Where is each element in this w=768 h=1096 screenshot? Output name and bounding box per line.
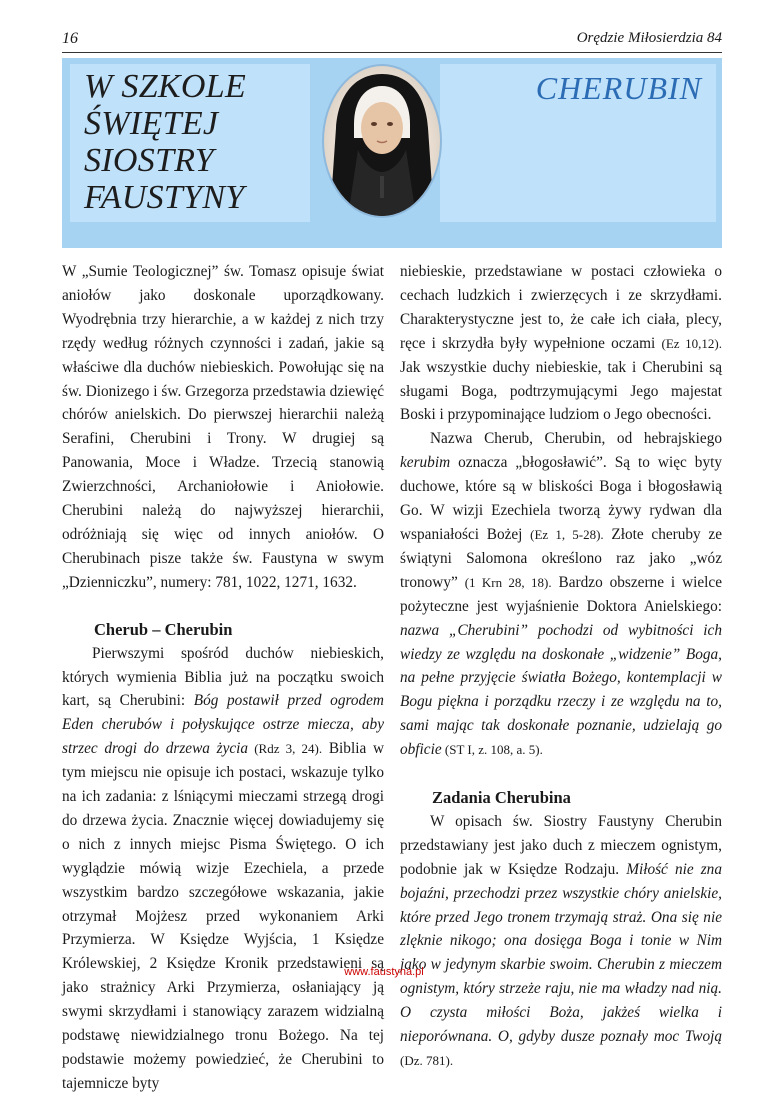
article-subject: CHERUBIN [535,70,702,106]
page-number: 16 [62,30,78,47]
paragraph-name-origin: Nazwa Cherub, Cherubin, od hebrajskiego kerubim oznacza „błogosławić”. Są to więc byty duchowe, które są w bliskości Boga i błogosławią Go. W wizji Ezechiela tworzą żywy rydwan dla wspaniałości Bożej (Ez 1, 5-28). Złote cheruby ze świątyni Salomona określono raz jako „wóz tronowy” (1 Krn 28, 18). Bardzo obszerne i wielce pożyteczne jest wyjaśnienie Doktora Anielskiego: nazwa „Cherubini” pochodzi od wybitności ich wiedzy ze względu na doskonałe „widzenie” Boga, na pełne przyjęcie światła Bożego, kontemplacji w Bogu piękna i porządku rzeczy i ze względu na to, sami mając tak doskonałe poznanie, udzielają go obficie (ST I, z. 108, a. 5). [400,430,722,759]
citation: (Ez 10,12). [661,335,722,351]
section-heading-tasks: Zadania Cherubina [432,788,571,808]
series-title-line: ŚWIĘTEJ [84,105,219,142]
paragraph-cherub: Pierwszymi spośród duchów niebieskich, których wymienia Biblia już na początku swoich kart, są Cherubini: Bóg postawił przed ogrodem Eden cherubów i połyskujące ostrze miecza, aby strzec drogi do drzewa życia (Rdz 3, 24). Biblia w tym miejscu nie opisuje ich postaci, wskazuje tylko na ich zadania: z lśniącymi mieczami strzegą drogi do drzewa życia. Znacznie więcej dowiadujemy się o nich z innych miejsc Pisma Świętego. O ich wyglądzie mówią wizje Ezechiela, a przede wszystkim bardzo szczegółowe wskazania, jakie otrzymał Mojżesz przed wykonaniem Arki Przymierza. W Księdze Wyjścia, 1 Księdze Królewskiej, 2 Księdze Kronik przedstawieni są jako strażnicy Arki Przymierza, osłaniający ją swymi skrzydłami i stanowiący zarazem widzialną podstawę niewidzialnego tronu Bożego. Na tej podstawie możemy powiedzieć, że Cherubini to tajemnicze byty [62,644,384,1092]
citation: (Ez 1, 5-28). [530,526,604,542]
footer-url: www.faustyna.pl [344,966,424,978]
intro-paragraph: W „Sumie Teologicznej” św. Tomasz opisuje świat aniołów jako doskonale uporządkowany. Wyodrębnia trzy hierarchie, a w każdej z nich trzy rzędy według różnych czynności i zadań, jakie są właściwe dla duchów niebieskich. Powołując się na św. Dionizego i św. Grzegorza przedstawia dziewięć chórów anielskich. Do pierwszej hierarchii należą Serafini, Cherubini i Trony. W drugiej są Panowania, Moce i Władze. Trzecią stanowią Zwierzchności, Archaniołowie i Aniołowie. Cherubini należą do najwyższej hierarchii, odróżniają się więc od innych aniołów. O Cherubinach pisze także św. Faustyna w swym „Dzienniczku”, numery: 781, 1022, 1271, 1632. [62,263,384,591]
citation: (Dz. 781). [400,1053,454,1068]
series-title-line: FAUSTYNY [84,179,245,216]
title-banner [62,58,722,248]
citation: (ST I, z. 108, a. 5). [441,742,543,758]
aquinas-quote: nazwa „Cherubini” pochodzi od wybitności ich wiedzy ze względu na doskonałe „widzenie” Boga, na pełne przyjęcie światła Bożego, kontemplacji w Bogu piękna i porządku rzeczy i ze względu na to, sami mając tak doskonałe poznanie, udzielają go obficie [400,621,722,759]
right-column [400,260,722,1073]
header-divider [62,52,722,53]
diary-quote: Miłość nie zna bojaźni, przechodzi przez wszystkie chóry anielskie, które przed Jego tronem trzymają straż. Ona się nie zlęknie nikogo; ona dosięga Boga i tonie w Nim jako w jedynym skarbie swoim. Cherubin z mieczem ognistym, który strzeże raju, nie ma władzy nad nią. O czysta miłości Boża, jakżeś wielka i nieporównana. O, gdyby dusze poznały moc Twoją [400,860,722,1046]
paragraph-continued: niebieskie, przedstawiane w postaci człowieka o cechach ludzkich i zwierzęcych i ze skrzydłami. Charakterystyczne jest to, że całe ich ciała, plecy, ręce i skrzydła były wypełnione oczami (Ez 10,12). Jak wszystkie duchy niebieskie, tak i Cherubini są sługami Boga, podtrzymującymi Jego majestat Boski i przypominające ludziom o Jego obecności. [400,263,722,424]
bible-quote: Bóg postawił przed ogrodem Eden cherubów i połyskujące ostrze miecza, aby strzec drogi do drzewa życia [62,692,384,758]
citation: (Rdz 3, 24). [248,741,323,757]
journal-title: Orędzie Miłosierdzia 84 [576,30,722,46]
series-title [84,68,334,216]
citation: (1 Krn 28, 18). [464,574,552,590]
portrait-nun-icon [324,66,440,216]
portrait-image [322,64,442,218]
series-title-line: SIOSTRY [84,142,214,179]
section-heading-cherub: Cherub – Cherubin [94,619,233,639]
series-title-line: W SZKOLE [84,68,247,105]
paragraph-tasks: W opisach św. Siostry Faustyny Cherubin przedstawiany jest jako duch z mieczem ognistym, podobnie jak w Księdze Rodzaju. Miłość nie zna bojaźni, przechodzi przez wszystkie chóry anielskie, które przed Jego tronem trzymają straż. Ona się nie zlęknie nikogo; ona dosięga Boga i tonie w Nim jako w jedynym skarbie swoim. Cherubin z mieczem ognistym, który strzeże raju, nie ma władzy nad nią. O czysta miłości Boża, jakżeś wielka i nieporównana. O, gdyby dusze poznały moc Twoją (Dz. 781). [400,812,722,1068]
hebrew-term: kerubim [400,454,451,472]
